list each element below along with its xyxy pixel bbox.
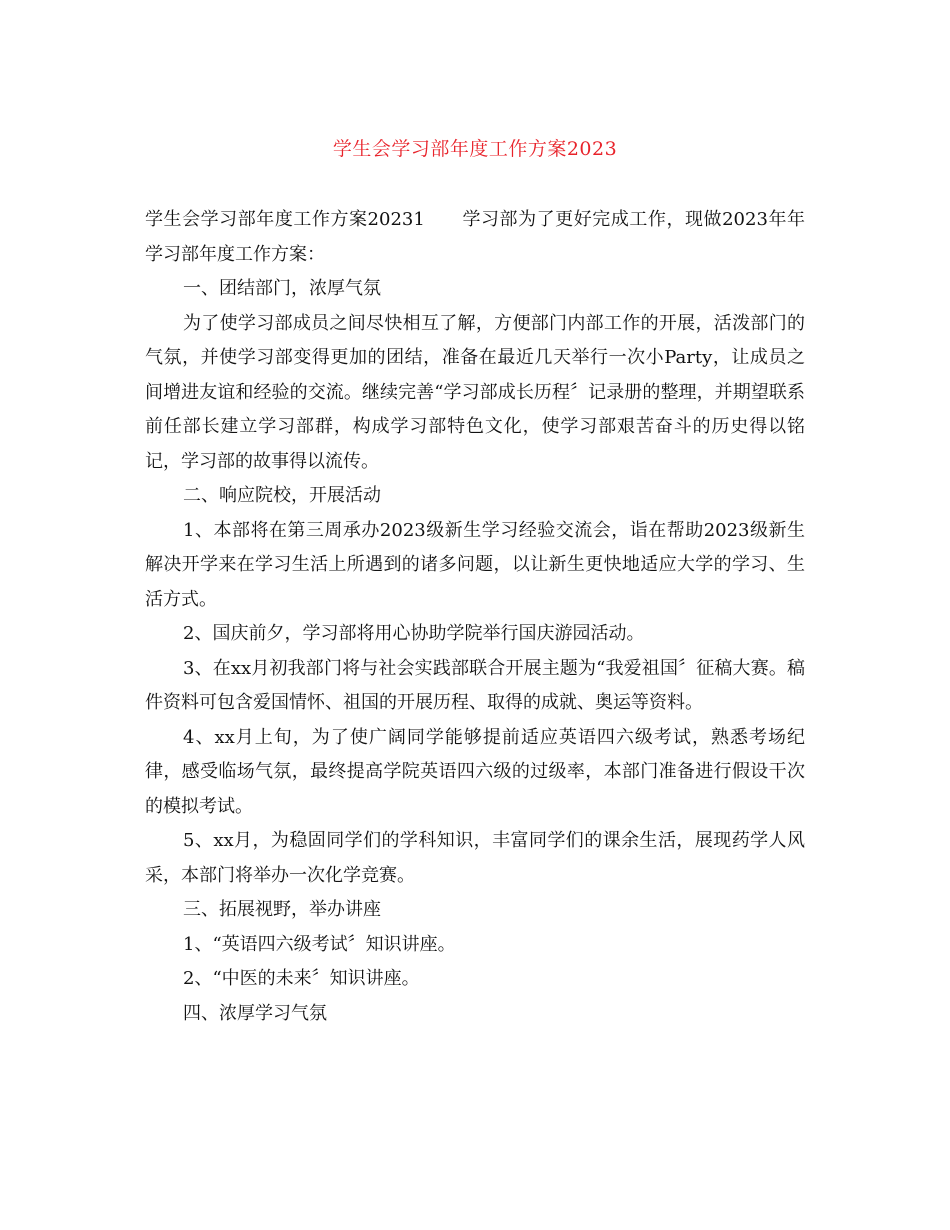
section-heading-3: 三、拓展视野，举办讲座 xyxy=(183,899,381,920)
section-2-item-1: 1、本部将在第三周承办2023级新生学习经验交流会，诣在帮助2023级新生解决开学来在学习生活上所遇到的诸多问题，以让新生更快地适应大学的学习、生活方式。 xyxy=(145,519,805,610)
section-3-item-2: 2、“中医的未来〞知识讲座。 xyxy=(183,968,420,989)
section-2-item-4: 4、xx月上旬，为了使广阔同学能够提前适应英语四六级考试，熟悉考场纪律，感受临场气氛，最终提高学院英语四六级的过级率，本部门准备进行假设干次的模拟考试。 xyxy=(145,726,805,817)
section-heading-2: 二、响应院校，开展活动 xyxy=(183,485,381,506)
section-2-item-3: 3、在xx月初我部门将与社会实践部联合开展主题为“我爱祖国〞征稿大赛。稿件资料可包含爱国情怀、祖国的开展历程、取得的成就、奥运等资料。 xyxy=(145,657,805,713)
section-3-item-1: 1、“英语四六级考试〞知识讲座。 xyxy=(183,933,456,955)
document-title: 学生会学习部年度工作方案2023 xyxy=(332,138,618,160)
section-2-item-2: 2、国庆前夕，学习部将用心协助学院举行国庆游园活动。 xyxy=(183,623,645,644)
section-2-item-5: 5、xx月，为稳固同学们的学科知识，丰富同学们的课余生活，展现药学人风采，本部门将举办一次化学竞赛。 xyxy=(145,830,805,886)
document-body xyxy=(145,203,805,1031)
intro-paragraph: 学生会学习部年度工作方案20231 学习部为了更好完成工作，现做2023年年学习部年度工作方案： xyxy=(145,209,805,265)
section-heading-4: 四、浓厚学习气氛 xyxy=(183,1002,327,1024)
section-1-paragraph: 为了使学习部成员之间尽快相互了解，方便部门内部工作的开展，活泼部门的气氛，并使学习部变得更加的团结，准备在最近几天举行一次小Party，让成员之间增进友谊和经验的交流。继续完善“学习部成长历程〞记录册的整理，并期望联系前任部长建立学习部群，构成学习部特色文化，使学习部艰苦奋斗的历史得以铭记，学习部的故事得以流传。 xyxy=(145,312,805,472)
section-heading-1: 一、团结部门，浓厚气氛 xyxy=(183,278,381,299)
